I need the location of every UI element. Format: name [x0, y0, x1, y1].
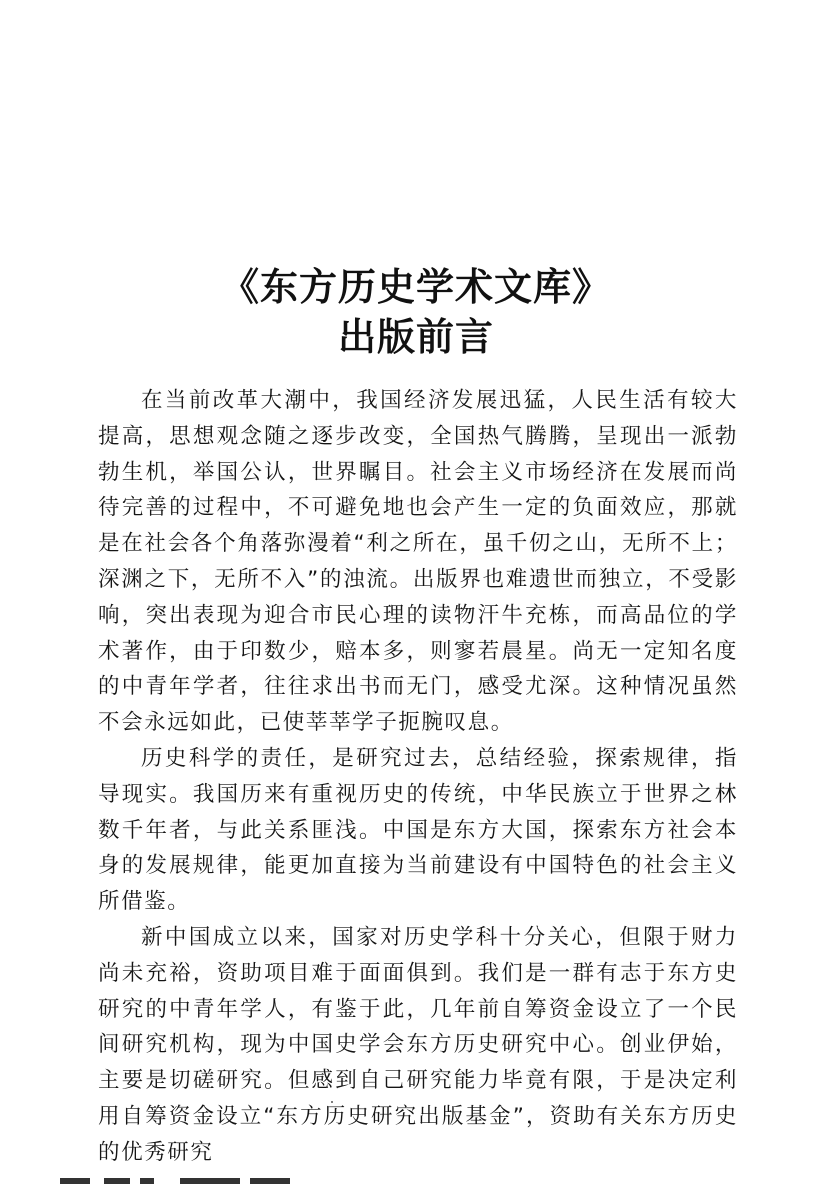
book-series-title: 《东方历史学术文库》	[220, 264, 611, 309]
paragraph-1: 在当前改革大潮中，我国经济发展迅猛，人民生活有较大提高，思想观念随之逐步改变，全国热气腾腾，呈现出一派勃勃生机，举国公认，世界瞩目。社会主义市场经济在发展而尚待完善的过程中，不可避免地也会产生一定的负面效应，那就是在社会各个角落弥漫着“利之所在，虽千仞之山，无所不上；深渊之下，无所不入”的浊流。出版界也难遗世而独立，不受影响，突出表现为迎合市民心理的读物汗牛充栋，而高品位的学术著作，由于印数少，赔本多，则寥若晨星。尚无一定知名度的中青年学者，往往求出书而无门，感受尤深。这种情况虽然不会永远如此，已使莘莘学子扼腕叹息。	[98, 388, 738, 736]
title-block	[0, 262, 832, 362]
preface-heading: 出版前言	[337, 314, 494, 359]
paragraph-3: 新中国成立以来，国家对历史学科十分关心，但限于财力尚未充裕，资助项目难于面面俱到。我们是一群有志于东方史研究的中青年学人，有鉴于此，几年前自筹资金设立了一个民间研究机构，现为中国史学会东方历史研究中心。创业伊始，主要是切磋研究。但感到自己研究能力毕竟有限，于是决定利用自筹资金设立“东方历史研究出版基金”，资助有关东方历史的优秀研究	[98, 924, 738, 1165]
scan-speck	[331, 1101, 333, 1103]
preface-body	[98, 383, 738, 1171]
scan-edge-artifact	[60, 1178, 310, 1186]
paragraph-2: 历史科学的责任，是研究过去，总结经验，探索规律，指导现实。我国历来有重视历史的传统，中华民族立于世界之林数千年者，与此关系匪浅。中国是东方大国，探索东方社会本身的发展规律，能更加直接为当前建设有中国特色的社会主义所借鉴。	[98, 745, 738, 915]
